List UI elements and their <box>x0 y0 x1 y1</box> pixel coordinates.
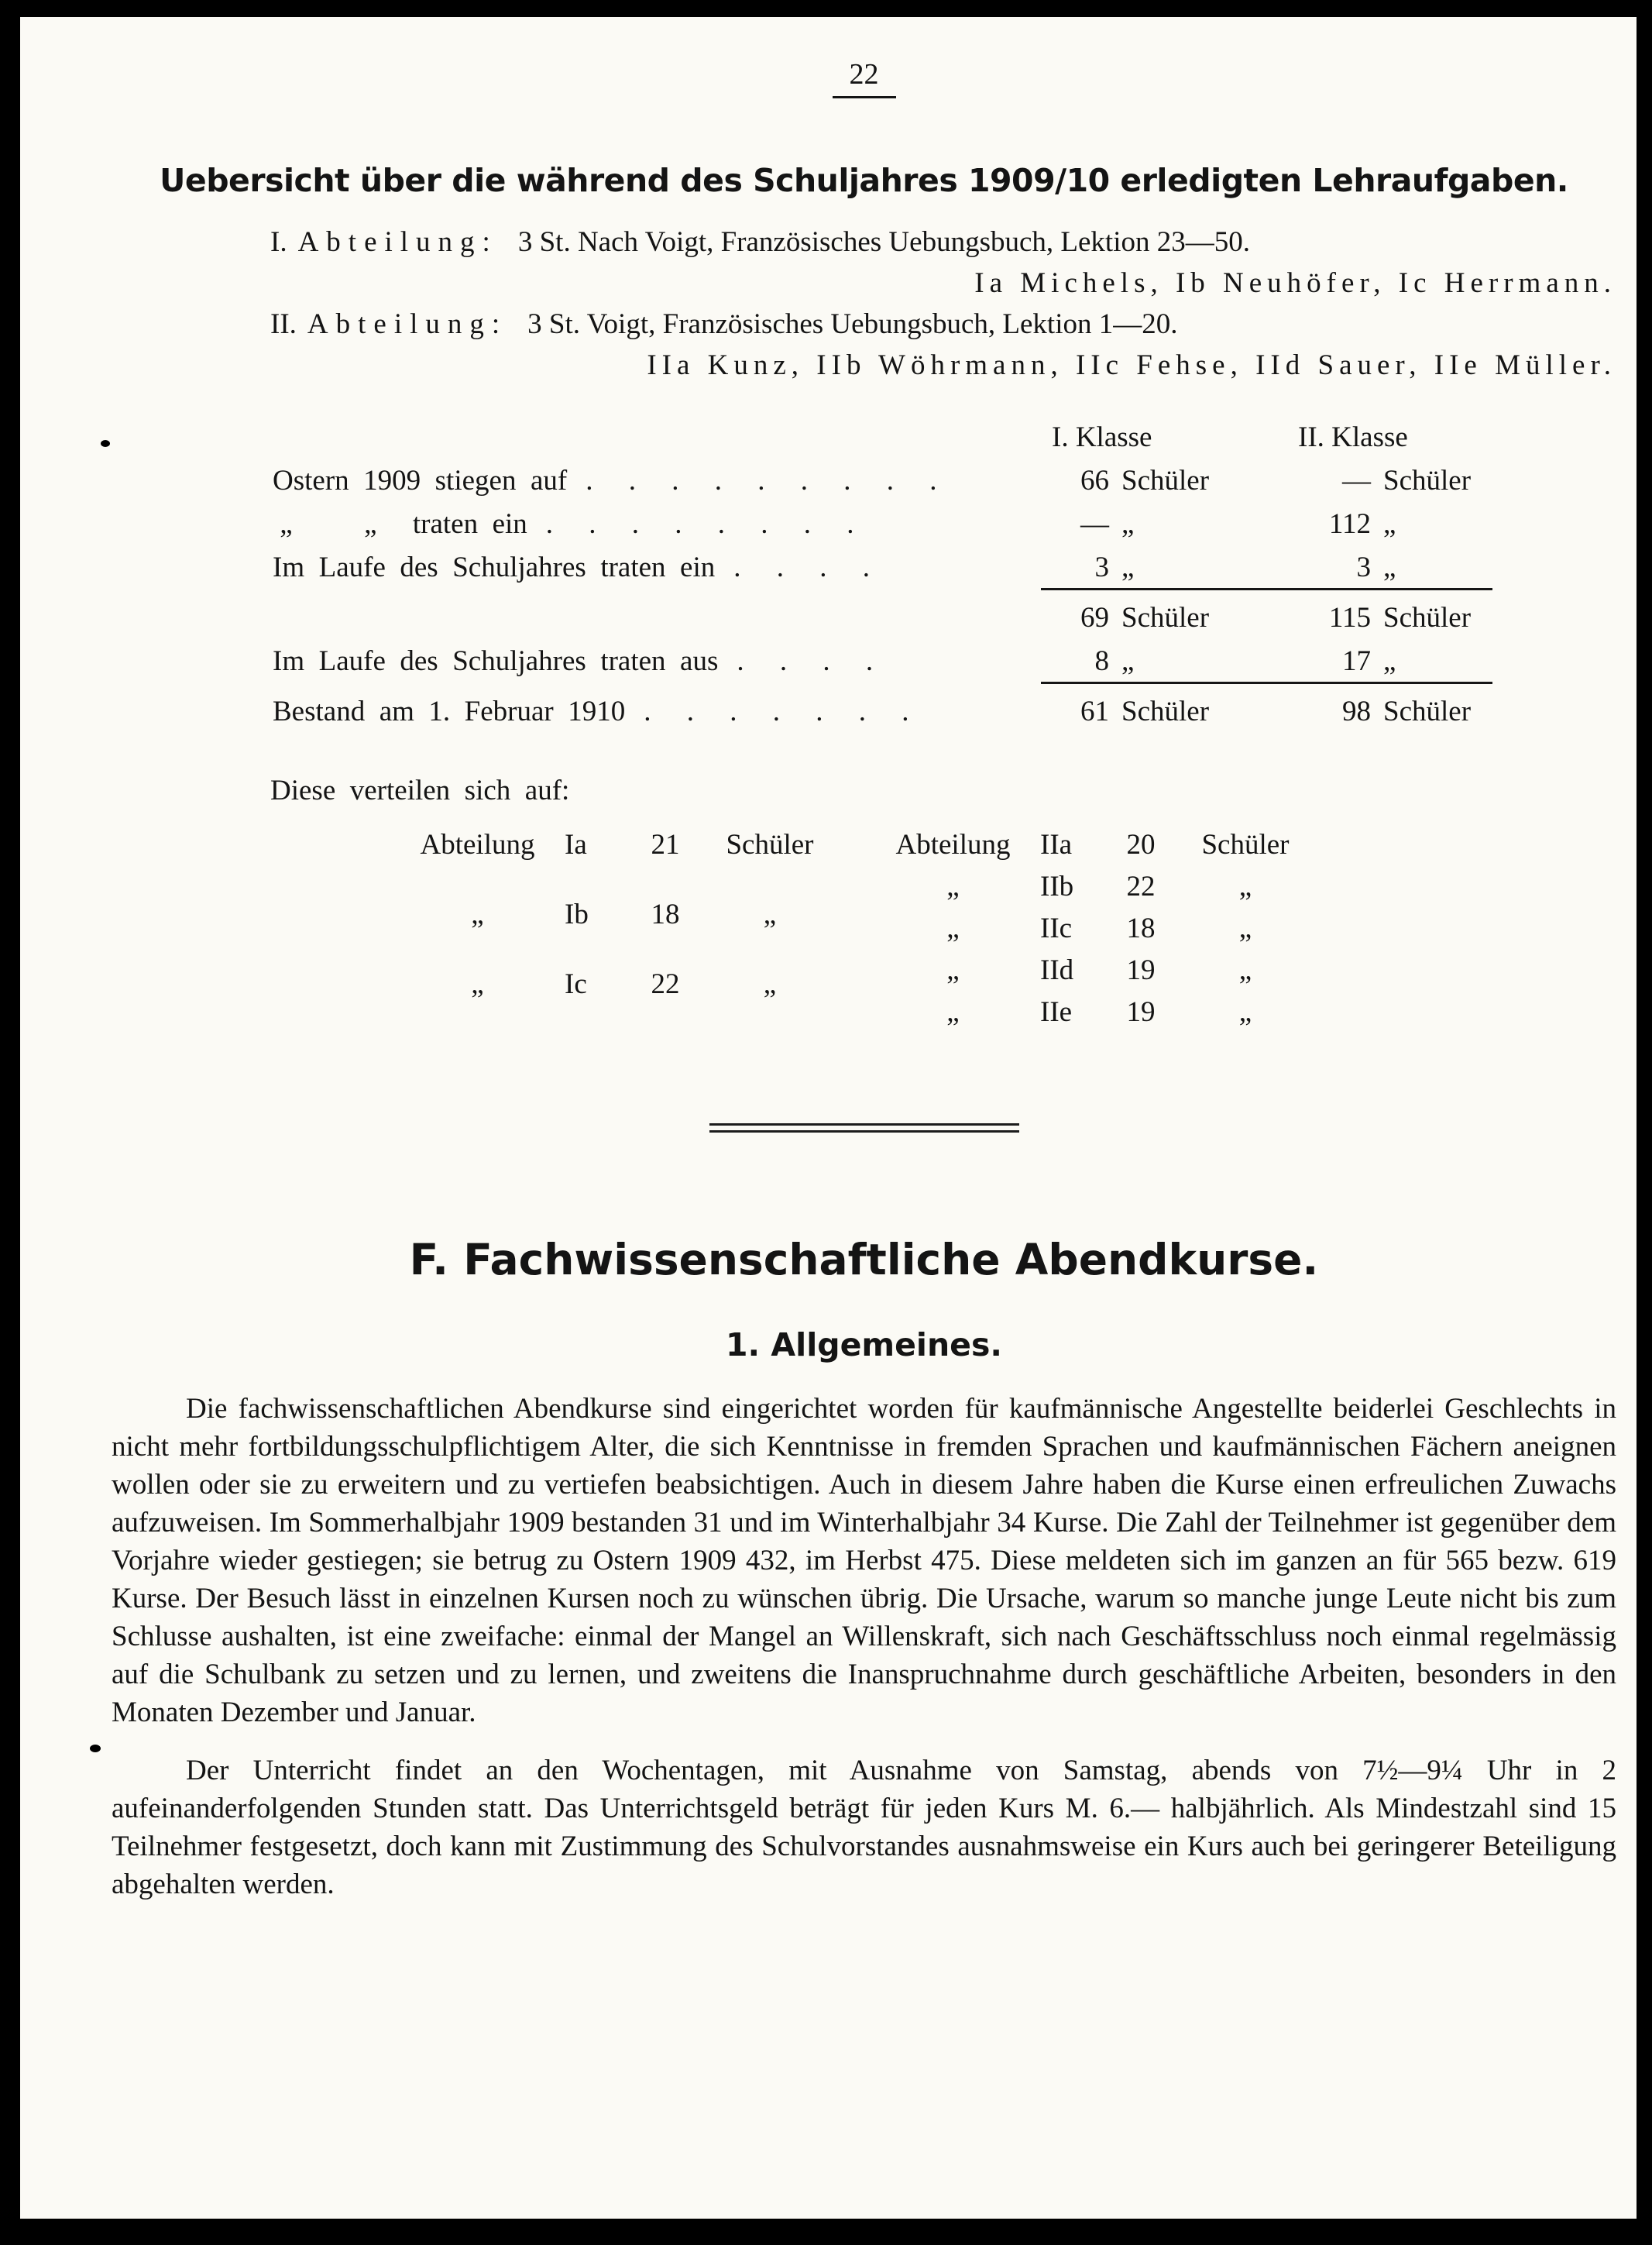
abteilung-2-line <box>112 308 1616 341</box>
table-head-spacer <box>273 416 1041 459</box>
table-row-label: Im Laufe des Schuljahres traten aus . . . . <box>273 640 1041 683</box>
abteilung-1-number: I. <box>270 226 287 258</box>
abteilung-1-line <box>112 225 1616 259</box>
scan-speck <box>90 1745 101 1752</box>
scan-speck <box>101 440 110 447</box>
abteilung-block <box>112 225 1616 382</box>
abteilung-2-text: 3 St. Voigt, Französisches Uebungsbuch, Lektion 1—20. <box>527 308 1178 340</box>
table-row-label: Bestand am 1. Februar 1910 . . . . . . . <box>273 690 1041 734</box>
table-cell-klasse1: 61 Schüler <box>1080 696 1210 727</box>
table-row-label: „ „ traten ein . . . . . . . . <box>273 503 1041 546</box>
column-header-klasse2: II. Klasse <box>1298 421 1408 453</box>
table-cell-klasse2: 115 Schüler <box>1328 602 1472 634</box>
table-cell-klasse1: 69 Schüler <box>1080 602 1210 634</box>
abteilung-1-word: Abteilung: <box>297 226 498 258</box>
pupil-numbers-table <box>273 416 1492 734</box>
balance-rule <box>1041 682 1492 684</box>
dot-leader: . . . . <box>737 645 874 677</box>
table-cell-klasse2: 3 „ <box>1356 552 1396 583</box>
abteilung-2-classes: IIa Kunz, IIb Wöhrmann, IIc Fehse, IId Sauer, IIe Müller. <box>647 349 1616 381</box>
section-f-title: F. Fachwissenschaftliche Abendkurse. <box>409 1235 1319 1284</box>
table-cell-klasse2: 17 „ <box>1342 645 1396 677</box>
section-divider <box>709 1123 1019 1133</box>
distribution-left: Abteilung Ia 21 Schüler „ Ib 18 „ „ Ic 22 „ <box>420 829 814 1000</box>
paragraph-1: Die fachwissenschaftlichen Abendkurse sind eingerichtet worden für kaufmännische Angestellte beiderlei Geschlechts in nicht mehr fortbildungsschulpflichtigem Alter, die sich Kenntnisse in fremden Sprachen und kaufmännischen Fächern aneignen wollen oder sie zu erweitern und zu vertiefen beabsichtigen. Auch in diesem Jahre haben die Kurse einen erfreulichen Zuwachs aufzuweisen. Im Sommerhalbjahr 1909 bestanden 31 und im Winterhalbjahr 34 Kurse. Die Zahl der Teilnehmer ist gegenüber dem Vorjahre wieder gestiegen; sie betrug zu Ostern 1909 432, im Herbst 475. Diese meldeten sich im ganzen an für 565 bezw. 619 Kurse. Der Besuch lässt in einzelnen Kursen noch zu wünschen übrig. Die Ursache, warum so manche junge Leute nicht bis zum Schlusse aushalten, ist eine zweifache: einmal der Mangel an Willenskraft, sich nach Geschäftsschluss noch einmal regelmässig auf die Schulbank zu setzen und zu lernen, und zweitens die Inanspruchnahme durch geschäftliche Arbeiten, besonders in den Monaten Dezember und Januar. <box>112 1393 1616 1728</box>
abteilung-2-number: II. <box>270 308 297 340</box>
overview-heading: Uebersicht über die während des Schuljahres 1909/10 erledigten Lehraufgaben. <box>160 162 1568 199</box>
page-number-wrap <box>112 57 1616 98</box>
table-cell-klasse1: 3 „ <box>1094 552 1135 583</box>
paragraph-2: Der Unterricht findet an den Wochentagen, mit Ausnahme von Samstag, abends von 7½—9¼ Uhr in 2 aufeinanderfolgenden Stunden statt. Das Unterrichtsgeld beträgt für jeden Kurs M. 6.— halbjährlich. Als Mindestzahl sind 15 Teilnehmer festgesetzt, doch kann mit Zustimmung des Schulvorstandes ausnahmsweise ein Kurs auch bei geringerer Beteiligung abgehalten werden. <box>112 1755 1616 1900</box>
page <box>20 17 1637 2219</box>
sum-rule <box>1041 588 1492 590</box>
table-cell-klasse1: 8 „ <box>1094 645 1135 677</box>
dot-leader: . . . . . . . . <box>545 508 854 540</box>
table-row-label: Ostern 1909 stiegen auf . . . . . . . . . <box>273 459 1041 503</box>
abteilung-2-word: Abteilung: <box>307 308 508 340</box>
table-row-label: Im Laufe des Schuljahres traten ein . . . . <box>273 546 1041 590</box>
table-cell-klasse1: 66 Schüler <box>1080 465 1210 497</box>
distribution-columns <box>112 824 1616 1033</box>
table-cell-klasse1: — „ <box>1080 508 1135 540</box>
distribution-right: Abteilung IIa 20 Schüler „ IIb 22 „ „ IIc 18 „ „ IId 19 „ „ IIe 19 „ <box>895 829 1290 1028</box>
page-number: 22 <box>833 57 896 98</box>
dot-leader: . . . . <box>733 552 870 583</box>
table-cell-klasse2: 98 Schüler <box>1342 696 1472 727</box>
dot-leader: . . . . . . . . . <box>586 465 937 497</box>
table-cell-klasse2: 112 „ <box>1328 508 1396 540</box>
subsection-1-title: 1. Allgemeines. <box>726 1326 1002 1363</box>
abteilung-1-classes: Ia Michels, Ib Neuhöfer, Ic Herrmann. <box>974 267 1616 299</box>
table-cell-klasse2: — Schüler <box>1342 465 1472 497</box>
dot-leader: . . . . . . . <box>644 696 909 727</box>
table-row-label <box>273 596 1041 640</box>
abteilung-1-text: 3 St. Nach Voigt, Französisches Uebungsbuch, Lektion 23—50. <box>517 226 1250 258</box>
column-header-klasse1: I. Klasse <box>1052 421 1152 453</box>
dot-leader <box>273 596 1041 640</box>
distribution-intro: Diese verteilen sich auf: <box>270 775 570 806</box>
